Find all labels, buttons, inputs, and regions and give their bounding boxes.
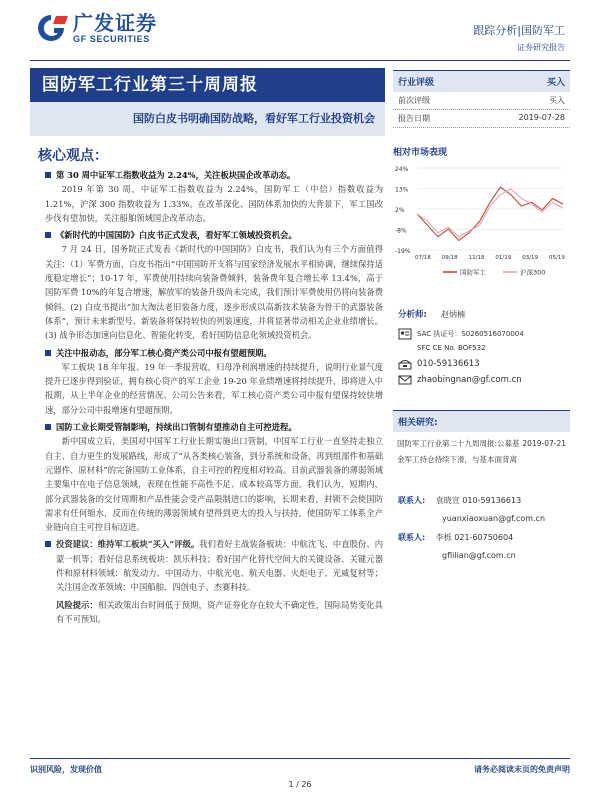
- email-icon: [398, 374, 412, 386]
- rating-row-label: 报告日期: [398, 114, 430, 123]
- section-heading: 国防工业长期受管制影响，持续出口管制有望推动自主可控进程。: [45, 420, 383, 434]
- rating-row: [393, 92, 570, 110]
- report-type: 跟踪分析|国防军工: [473, 24, 565, 37]
- rating-header-label: 行业评级: [398, 78, 435, 88]
- x-tick-label: 09/18: [441, 255, 458, 261]
- footer-divider: [30, 758, 570, 759]
- legend-label: 国防军工: [460, 268, 486, 277]
- section-paragraph: 相关政策出台时间低于预期，资产证券化存在较大不确定性，国际局势变化具有不可预知。: [56, 599, 383, 624]
- y-tick-label: -19%: [395, 248, 411, 255]
- gf-logo-icon: [32, 13, 70, 43]
- x-tick-label: 01/19: [495, 255, 512, 261]
- rating-header: [393, 70, 570, 92]
- section-paragraph: 新中国成立后，美国对中国军工行业长期实施出口管制，中国军工行业一直坚持走独立自主、自力更生的发展路线，形成了“从各类核心装备，到分系统和设备，再到组部件和基础元器件、原材料”的完备国防工业体系，自主可控的程度相对较高。目前武器装备的薄弱领域主要集中在电子信息领域，表现在性能不高性不足、成本较高等方面。我们认为，短期内，部分武器装备的交付周期和产品性能会受产品限制进口的影响，长期来看，封锁不会使国防需求有任何缩水，反而在传统的薄弱领域有望得到更大的投入与扶持，使国防军工体系全产业链向自主可控目标迈进。: [45, 436, 383, 533]
- contact-2: [398, 532, 513, 543]
- section-heading: 投资建议：维持军工板块“买入”评级。: [56, 539, 200, 550]
- id-card-icon: [398, 328, 412, 340]
- investment-advice: [45, 537, 383, 594]
- contact-label: 联系人:: [398, 533, 426, 542]
- footer-disclaimer: 请务必阅读末页的免责声明: [474, 765, 570, 774]
- related-item-date: 2019-07-21: [522, 439, 566, 448]
- logo-cn: 广发证券: [73, 11, 157, 35]
- page-title: 国防军工行业第三十周周报: [30, 68, 385, 102]
- related-research: [393, 410, 570, 468]
- perf-title: 相对市场表现: [393, 148, 448, 158]
- risk-warning: [45, 598, 383, 627]
- section-heading: 第 30 周中证军工指数收益为 2.24%，关注板块国企改革动态。: [45, 168, 383, 182]
- contact-1: [398, 495, 521, 506]
- y-tick-label: 24%: [395, 166, 409, 173]
- chart-svg: [393, 160, 570, 285]
- section-paragraph: 2019 年第 30 周，中证军工指数收益为 2.24%，国防军工（中信）指数收益为 1.21%，沪深 300 指数收益为 1.33%。在改革深化、国防体系加快的大背景下，军工国改步伐有望加快，关注船舶领域国企改革动态。: [45, 184, 383, 223]
- phone-icon: [398, 358, 412, 370]
- rating-row-value: 2019-07-28: [518, 113, 565, 122]
- analyst-phone: 010-59136613: [417, 359, 480, 369]
- report-series: 证券研究报告: [517, 43, 565, 52]
- core-views-body: [45, 168, 383, 629]
- bullet-icon: [45, 541, 51, 547]
- analyst-sac: SAC 执证号：S0260516070004: [417, 330, 524, 338]
- contact-email[interactable]: yuanxiaoxuan@gf.com.cn: [442, 514, 546, 523]
- rating-header-value: 买入: [546, 78, 565, 88]
- related-item-row: [397, 436, 566, 468]
- section-paragraph: 7 月 24 日，国务院正式发表《新时代的中国国防》白皮书，我们认为有三个方面值得关注：（1）军费方面，白皮书指出“中国国防开支将与国家经济发展水平相协调，继续保持适度稳定增长”；10-17 年，军费使用持续向装备费倾斜，装备费年复合增长率 13.4%，高于国防军费 10%的年复合增速，解放军的装备升级尚未完成，我们预计军费使用仍将向装备费倾斜。(2) 白皮书提出“加大淘汰老旧装备力度，逐步形成以高新技术装备为骨干的武器装备体系”，预计未来新型号、新装备将保持较快的列装速度，并将显著带动相关企业业绩增长。(3) 战争形态加速向信息化、智能化转变，看好国防信息化领域投资机会。: [45, 244, 383, 341]
- rating-table: [393, 70, 570, 128]
- logo: [32, 12, 157, 44]
- rating-row-label: 前次评级: [398, 96, 430, 105]
- analyst-label: 分析师:: [398, 310, 427, 320]
- rating-row-value: 买入: [549, 96, 565, 105]
- section-paragraph: 我们看好主战装备板块：中航沈飞、中直股份、内蒙一机等；看好信息系统板块：凯乐科技；看好国产化替代空间大的关键设备、关键元器件和原材料领域：航发动力、中国动力、中航光电、航天电器、火炬电子、光威复材等；关注国企改革领域：中国船舶、四创电子、杰赛科技。: [56, 539, 383, 593]
- section-heading: 风险提示：: [56, 599, 98, 610]
- y-tick-label: -8%: [395, 227, 407, 235]
- contact-name: 李栎 021-60750604: [435, 533, 514, 542]
- rating-row: [393, 110, 570, 128]
- section-heading: 关注中报动态，部分军工核心资产类公司中报有望超预期。: [45, 346, 383, 360]
- section-paragraph: 军工板块 18 年年报、19 年一季报营收，归母净利润增速的持续提升，说明行业景气度提升已逐步得到验证，拥有核心资产的军工企业 19-20 年业绩增速将持续提升，即将进入中报期，从上半年企业的经营情况、公司公告来看，军工核心资产类公司中报有望保持较快增速，部分公司中报增速有望超预期。: [45, 361, 383, 415]
- related-item[interactable]: [393, 436, 570, 468]
- x-tick-label: 05/19: [549, 255, 565, 261]
- x-tick-label: 07/18: [415, 255, 431, 261]
- header-divider: [30, 60, 570, 61]
- y-tick-label: 13%: [395, 186, 409, 194]
- page-subtitle: 国防白皮书明确国防战略，看好军工行业投资机会: [30, 102, 385, 136]
- analyst-email[interactable]: zhaobingnan@gf.com.cn: [417, 375, 522, 385]
- related-title: 相关研究:: [393, 410, 570, 432]
- header-right: [473, 22, 565, 53]
- section-heading: 《新时代的中国国防》白皮书正式发表，看好军工领域投资机会。: [45, 228, 383, 242]
- page-number: 1 / 26: [288, 780, 312, 789]
- related-item-title: 国防军工行业第二十九周周报:公募基金军工持仓持续下滑，与基本面背离: [397, 439, 520, 464]
- analyst-name: 赵炳楠: [441, 310, 465, 319]
- relative-performance-chart: [393, 160, 570, 285]
- footer-slogan: 识别风险，发现价值: [30, 765, 102, 774]
- y-tick-label: 2%: [395, 207, 405, 214]
- contact-email[interactable]: gflilian@gf.com.cn: [442, 551, 516, 560]
- logo-en: GF SECURITIES: [73, 34, 150, 44]
- contact-name: 袁晓宣 010-59136613: [435, 496, 522, 505]
- contact-label: 联系人:: [398, 496, 426, 505]
- legend-label: 沪深300: [520, 268, 546, 277]
- x-tick-label: 03/19: [522, 255, 539, 261]
- core-views-title: 核心观点：: [38, 148, 108, 164]
- x-tick-label: 11/18: [468, 255, 485, 261]
- analyst-sfc: SFC CE No. BOF532: [417, 344, 486, 352]
